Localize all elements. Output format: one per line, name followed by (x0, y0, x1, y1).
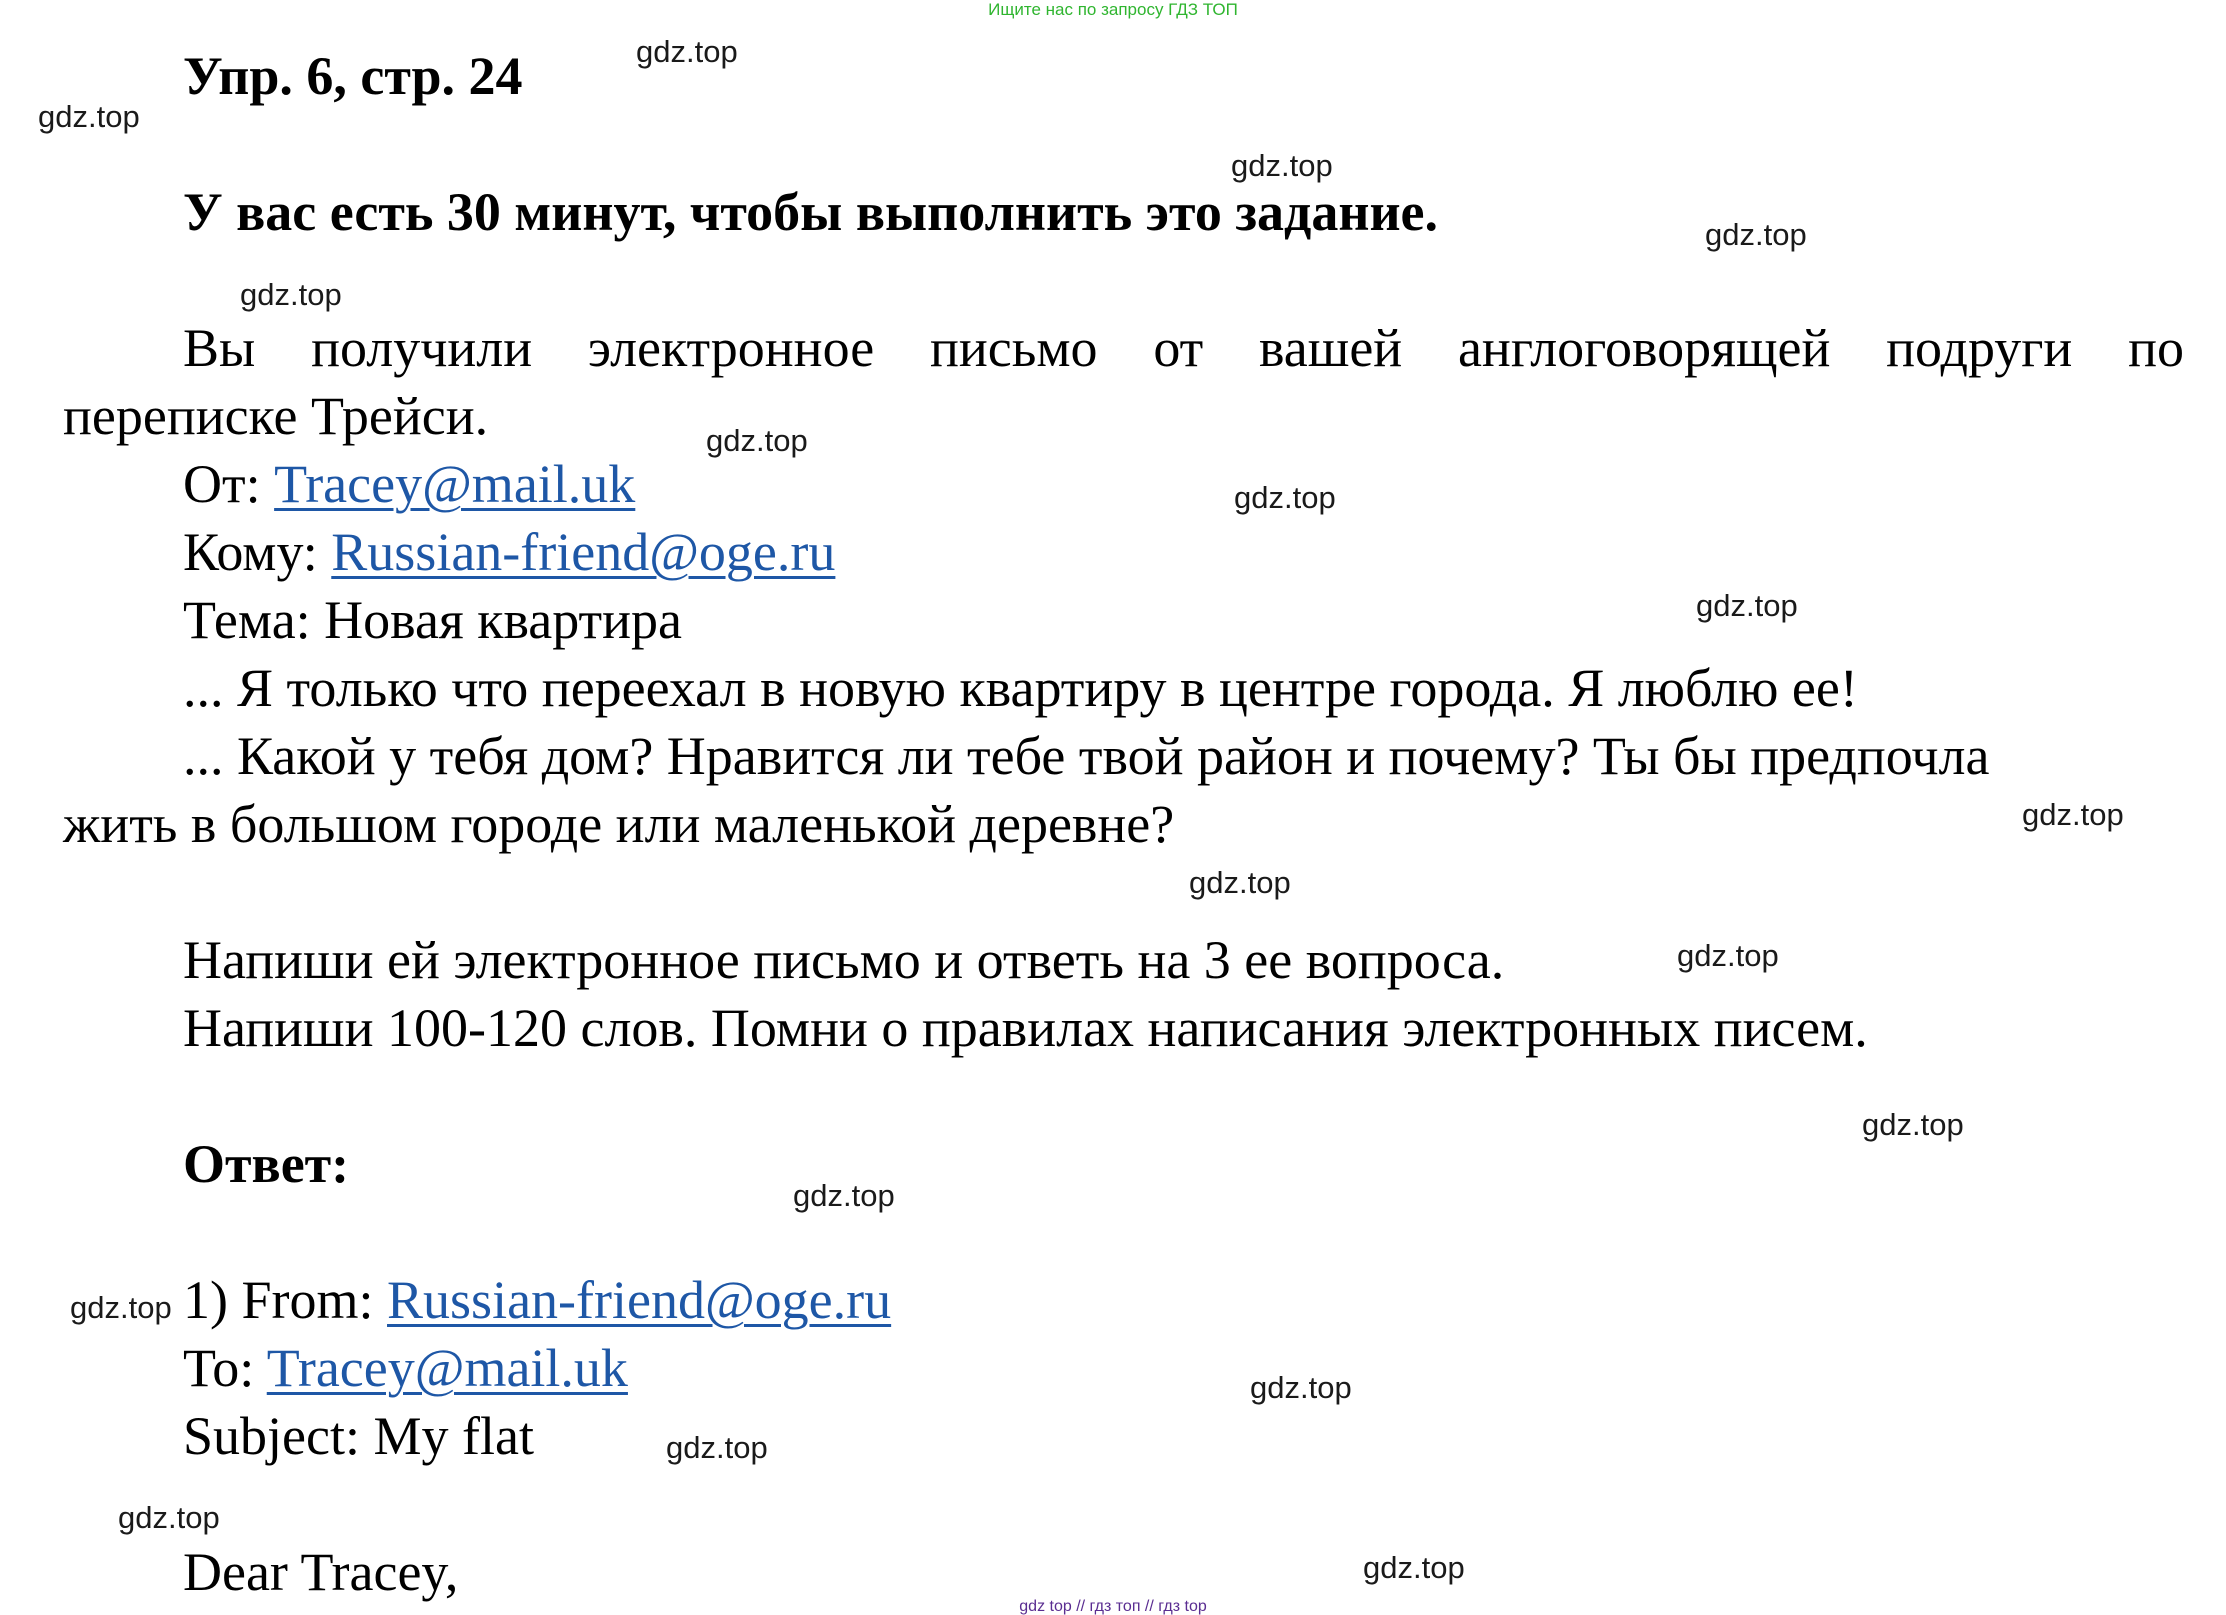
watermark: gdz.top (1250, 1370, 1352, 1405)
intro-word: письмо (929, 318, 1098, 378)
watermark: gdz.top (70, 1290, 172, 1325)
intro-word: от (1153, 318, 1204, 378)
intro-line-1 (183, 316, 2184, 380)
watermark: gdz.top (2022, 797, 2124, 832)
intro-line-2: переписке Трейси. (63, 386, 489, 446)
watermark: gdz.top (1231, 148, 1333, 183)
email-subject-line: Тема: Новая квартира (183, 590, 682, 650)
watermark: gdz.top (1189, 865, 1291, 900)
email-to-label: Кому: (183, 522, 332, 582)
answer-from-link[interactable]: Russian-friend@oge.ru (387, 1270, 892, 1330)
answer-to-line (183, 1336, 628, 1400)
email-from-label: От: (183, 454, 275, 514)
site-footer-note: gdz top // гдз топ // гдз top (1019, 1598, 1207, 1615)
answer-to-link[interactable]: Tracey@mail.uk (266, 1338, 628, 1398)
watermark: gdz.top (1234, 480, 1336, 515)
email-to-link[interactable]: Russian-friend@oge.ru (331, 522, 836, 582)
exercise-heading: Упр. 6, стр. 24 (183, 46, 523, 106)
watermark: gdz.top (666, 1430, 768, 1465)
answer-from-label: 1) From: (183, 1270, 388, 1330)
intro-word: электронное (587, 318, 875, 378)
watermark: gdz.top (1363, 1550, 1465, 1585)
email-body-line-3: жить в большом городе или маленькой деревне? (63, 794, 1175, 854)
watermark: gdz.top (38, 99, 140, 134)
intro-word: вашей (1258, 318, 1403, 378)
watermark: gdz.top (240, 277, 342, 312)
intro-word: Вы (183, 318, 256, 378)
intro-word: получили (311, 318, 533, 378)
answer-subject-line: Subject: My flat (183, 1406, 534, 1466)
watermark: gdz.top (1696, 588, 1798, 623)
watermark: gdz.top (706, 423, 808, 458)
intro-word: подруги (1886, 318, 2073, 378)
watermark: gdz.top (793, 1178, 895, 1213)
email-body-line-1: ... Я только что переехал в новую квартиру в центре города. Я люблю ее! (183, 658, 1858, 718)
email-from-line (183, 452, 635, 516)
answer-greeting: Dear Tracey, (183, 1542, 459, 1602)
site-search-hint: Ищите нас по запросу ГДЗ ТОП (988, 0, 1238, 19)
watermark: gdz.top (1862, 1107, 1964, 1142)
instruction-line-1: Напиши ей электронное письмо и ответь на 3 ее вопроса. (183, 930, 1505, 990)
email-body-line-2: ... Какой у тебя дом? Нравится ли тебе твой район и почему? Ты бы предпочла (183, 726, 1990, 786)
answer-from-line (183, 1268, 891, 1332)
instruction-line-2: Напиши 100-120 слов. Помни о правилах написания электронных писем. (183, 998, 1868, 1058)
intro-word: по (2128, 318, 2184, 378)
watermark: gdz.top (118, 1500, 220, 1535)
intro-word: англоговорящей (1457, 318, 1831, 378)
watermark: gdz.top (1705, 217, 1807, 252)
watermark: gdz.top (636, 34, 738, 69)
watermark: gdz.top (1677, 938, 1779, 973)
email-from-link[interactable]: Tracey@mail.uk (274, 454, 636, 514)
answer-to-label: To: (183, 1338, 267, 1398)
email-to-line (183, 520, 835, 584)
task-time-note: У вас есть 30 минут, чтобы выполнить это задание. (183, 182, 1439, 242)
answer-label: Ответ: (183, 1134, 350, 1194)
